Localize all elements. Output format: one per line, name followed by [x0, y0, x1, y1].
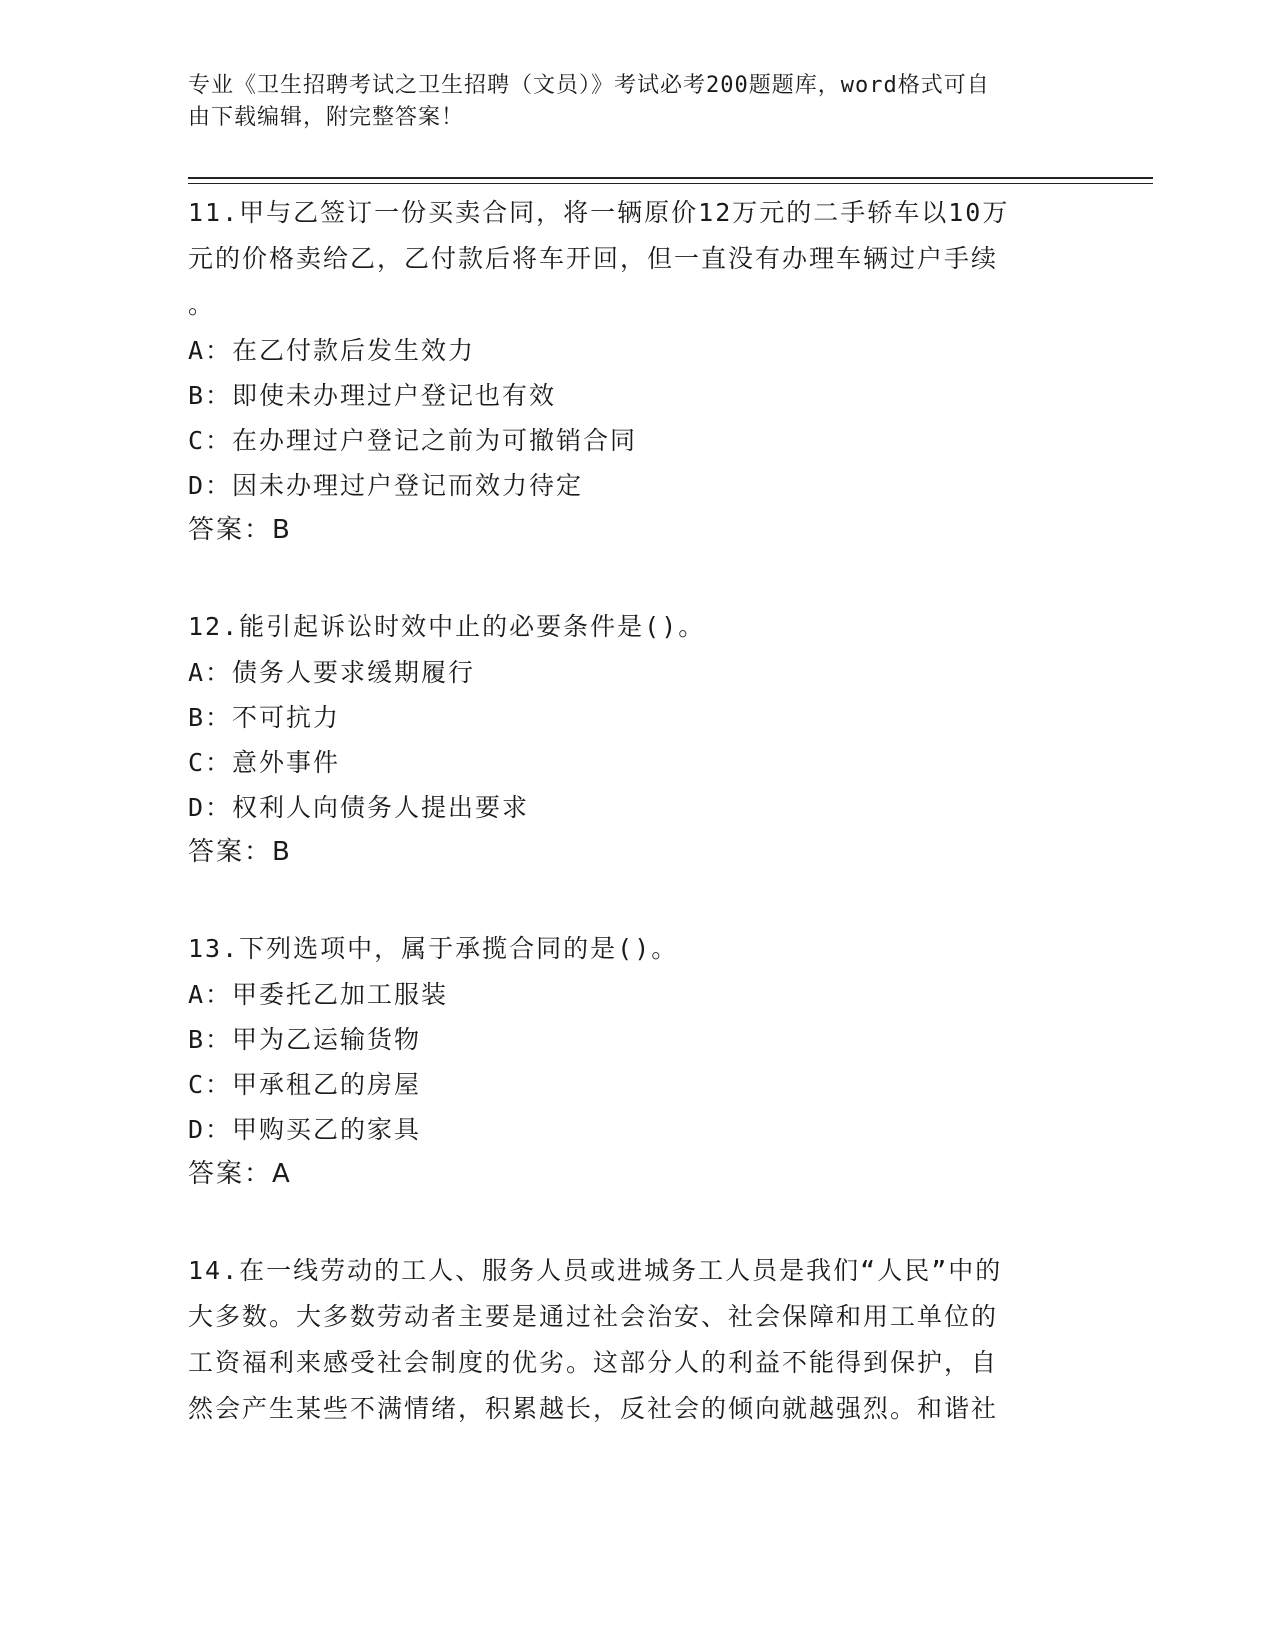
answer-line: 答案：B: [188, 515, 292, 545]
option-a: A：债务人要求缓期履行: [188, 658, 476, 687]
question-text-line: 元的价格卖给乙，乙付款后将车开回，但一直没有办理车辆过户手续: [188, 244, 999, 273]
question-list: [188, 190, 1088, 1432]
option-b: B：甲为乙运输货物: [188, 1025, 422, 1054]
answer-line: 答案：B: [188, 837, 292, 867]
document-header: [188, 70, 1068, 134]
question-text-line: 工资福利来感受社会制度的优劣。这部分人的利益不能得到保护，自: [188, 1348, 999, 1377]
question-text-line: 然会产生某些不满情绪，积累越长，反社会的倾向就越强烈。和谐社: [188, 1394, 999, 1423]
option-d: D：权利人向债务人提出要求: [188, 793, 530, 822]
header-line-2: 由下载编辑，附完整答案！: [188, 105, 465, 130]
question-11: [188, 190, 1088, 552]
option-b: B：不可抗力: [188, 703, 341, 732]
option-a: A：甲委托乙加工服装: [188, 980, 449, 1009]
question-text-line: 11.甲与乙签订一份买卖合同，将一辆原价12万元的二手轿车以10万: [188, 198, 1010, 227]
question-14: [188, 1248, 1088, 1432]
header-divider-thin: [188, 183, 1153, 184]
option-c: C：在办理过户登记之前为可撤销合同: [188, 426, 638, 455]
question-text-line: 14.在一线劳动的工人、服务人员或进城务工人员是我们“人民”中的: [188, 1256, 1003, 1285]
spacer: [188, 874, 1088, 926]
option-a: A：在乙付款后发生效力: [188, 336, 476, 365]
option-c: C：甲承租乙的房屋: [188, 1070, 422, 1099]
question-text-line: 12.能引起诉讼时效中止的必要条件是()。: [188, 612, 706, 641]
header-divider-thick: [188, 177, 1153, 179]
spacer: [188, 1196, 1088, 1248]
question-text-line: 13.下列选项中，属于承揽合同的是()。: [188, 934, 679, 963]
option-c: C：意外事件: [188, 748, 341, 777]
answer-line: 答案：A: [188, 1159, 292, 1189]
option-d: D：甲购买乙的家具: [188, 1115, 422, 1144]
spacer: [188, 552, 1088, 604]
question-text-line: 大多数。大多数劳动者主要是通过社会治安、社会保障和用工单位的: [188, 1302, 999, 1331]
option-b: B：即使未办理过户登记也有效: [188, 381, 557, 410]
header-line-1: 专业《卫生招聘考试之卫生招聘（文员）》考试必考200题题库，word格式可自: [188, 73, 990, 98]
question-13: [188, 926, 1088, 1196]
question-12: [188, 604, 1088, 874]
question-text-line: 。: [188, 290, 216, 319]
option-d: D：因未办理过户登记而效力待定: [188, 471, 584, 500]
